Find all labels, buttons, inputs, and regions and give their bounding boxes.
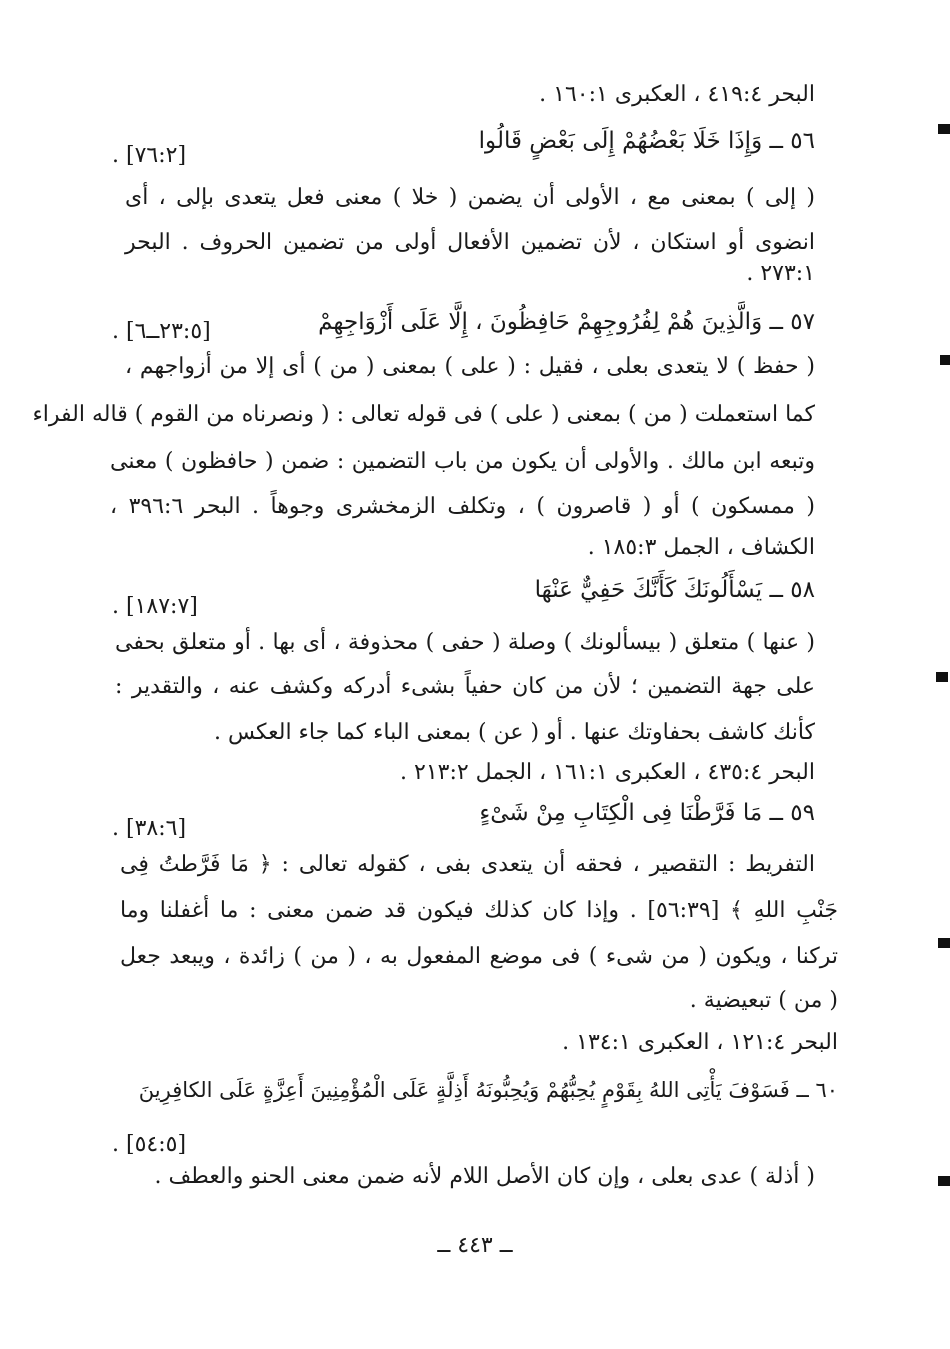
- text-line: انضوى أو استكان ، لأن تضمين الأفعال أولى من تضمين الحروف . البحر: [125, 230, 815, 255]
- verse-reference: [٢٣:٥ــ٦] .: [112, 319, 211, 344]
- verse-reference: [٥٤:٥] .: [112, 1132, 187, 1157]
- text-line: ( أذلة ) عدى بعلى ، وإن كان الأصل اللام لأنه ضمن معنى الحنو والعطف .: [154, 1164, 815, 1189]
- margin-mark: [938, 1176, 950, 1186]
- verse-reference: [٧٦:٢] .: [112, 143, 187, 168]
- text-line: ( ممسكون ) أو ( قاصرون ) ، وتكلف الزمخشرى وجوهاً . البحر ٣٩٦:٦ ،: [110, 494, 815, 519]
- verse-line: ٥٦ ــ وَإِذَا خَلَا بَعْضُهُمْ إِلَى بَعْضٍ قَالُوا: [478, 128, 815, 154]
- page-number: ــ ٤٤٣ ــ: [437, 1233, 513, 1258]
- text-line: البحر ١٢١:٤ ، العكبرى ١٣٤:١ .: [562, 1030, 838, 1055]
- text-line: تركنا ، ويكون ( من شىء ) فى موضع المفعول به ، ( من ) زائدة ، ويبعد جعل: [120, 944, 838, 969]
- text-line: الكشاف ، الجمل ١٨٥:٣ .: [587, 535, 815, 560]
- text-line: على جهة التضمين ؛ لأن من كان حفياً بشىء أدركه وكشف عنه ، والتقدير :: [115, 674, 815, 699]
- verse-line: ٦٠ ــ فَسَوْفَ يَأْتِى اللهُ بِقَوْمٍ يُحِبُّهُمْ وَيُحِبُّونَهُ أَذِلَّةٍ عَلَى الْمُؤْمِنِينَ أَعِزَّةٍ عَلَى الكافِرِينَ: [138, 1078, 838, 1102]
- text-line: وتبعه ابن مالك . والأولى أن يكون من باب التضمين : ضمن ( حافظون ) معنى: [110, 449, 815, 474]
- text-line: ( إلى ) بمعنى مع ، الأولى أن يضمن ( خلا ) معنى فعل يتعدى بإلى ، أى: [125, 185, 815, 210]
- text-line: ( حفظ ) لا يتعدى بعلى ، فقيل : ( على ) بمعنى ( من ) أى إلا من أزواجهم ،: [125, 354, 815, 379]
- text-line: كما استعملت ( من ) بمعنى ( على ) فى قوله تعالى : ( ونصرناه من القوم ) قاله الفراء: [32, 402, 815, 427]
- margin-mark: [938, 938, 950, 948]
- text-line: كأنك كاشف بحفاوتك عنها . أو ( عن ) بمعنى الباء كما جاء العكس .: [213, 720, 815, 745]
- text-line: ( من ) تبعيضية .: [689, 988, 838, 1013]
- verse-line: ٥٧ ــ وَالَّذِينَ هُمْ لِفُرُوجِهِمْ حَافِظُونَ ، إِلَّا عَلَى أَزْوَاجِهِمْ: [318, 309, 815, 335]
- margin-mark: [940, 355, 950, 365]
- verse-reference: [١٨٧:٧] .: [112, 594, 198, 619]
- verse-line: ٥٨ ــ يَسْأَلُونَكَ كَأَنَّكَ حَفِيٌّ عَنْهَا: [534, 577, 815, 603]
- margin-mark: [936, 672, 948, 682]
- text-line: جَنْبِ اللهِ ﴾ [٥٦:٣٩] . وإذا كان كذلك فيكون قد ضمن معنى : ما أغفلنا وما: [120, 898, 839, 923]
- verse-line: ٥٩ ــ مَا فَرَّطْنَا فِى الْكِتَابِ مِنْ شَىْءٍ: [479, 800, 815, 826]
- text-line: التفريط : التقصير ، فحقه أن يتعدى بفى ، كقوله تعالى : ﴿ مَا فَرَّطتُ فِى: [120, 852, 815, 877]
- text-line: البحر ٤١٩:٤ ، العكبرى ١٦٠:١ .: [539, 82, 815, 107]
- verse-reference: [٣٨:٦] .: [112, 816, 187, 841]
- text-line: ( عنها ) متعلق ( بيسألونك ) وصلة ( حفى ) محذوفة ، أى بها . أو متعلق بحفى: [115, 630, 815, 655]
- text-line: البحر ٤٣٥:٤ ، العكبرى ١٦١:١ ، الجمل ٢١٣:٢ .: [400, 760, 815, 785]
- text-line: ٢٧٣:١ .: [746, 261, 815, 286]
- margin-mark: [938, 124, 950, 134]
